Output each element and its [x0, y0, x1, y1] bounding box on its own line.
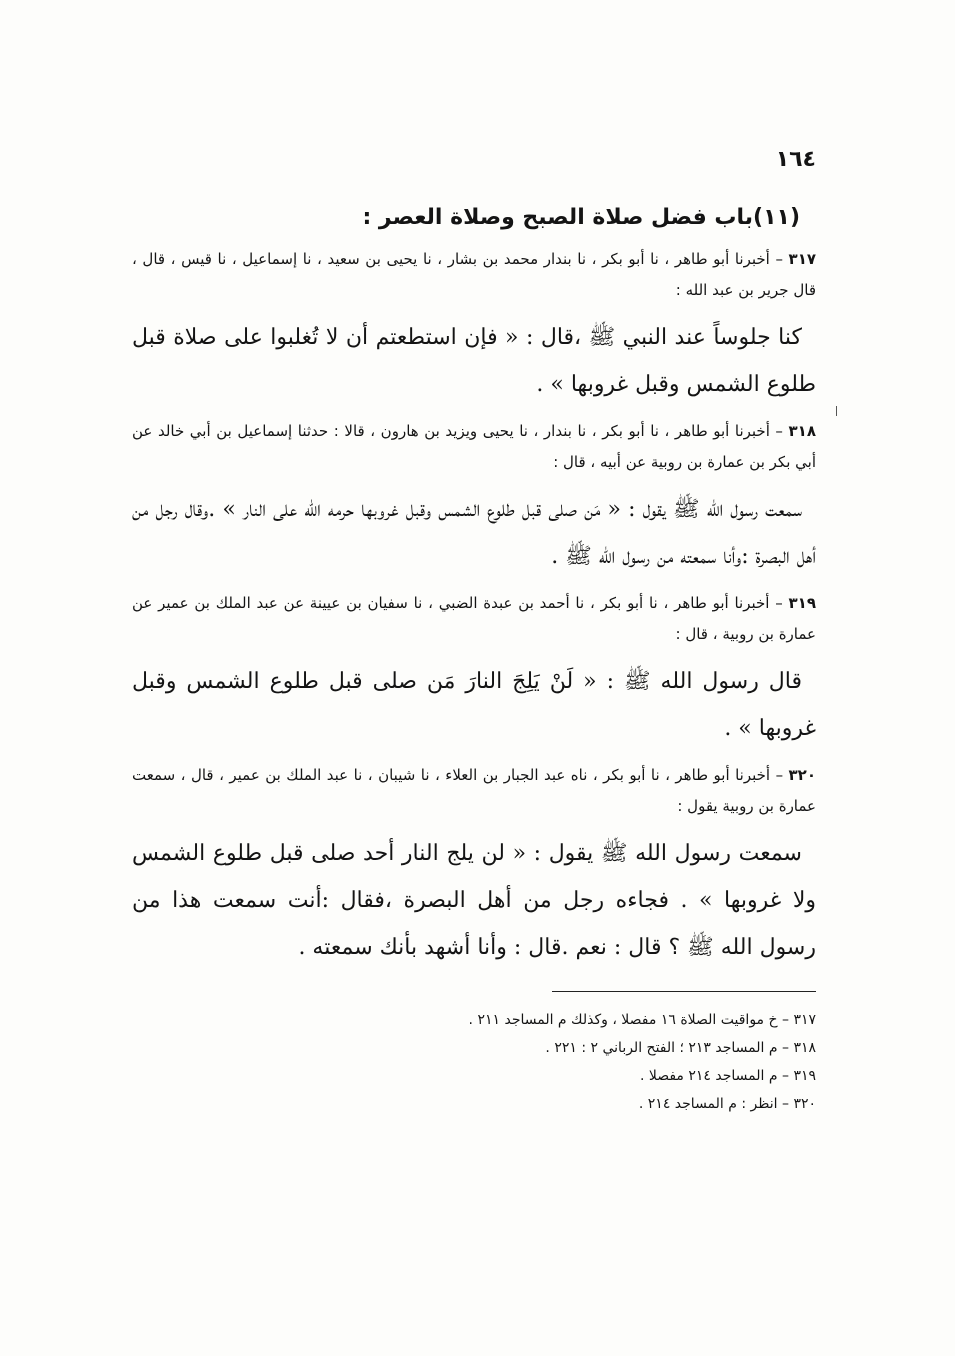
hadith-318 [132, 416, 816, 580]
footnote-317: ٣١٧ – خ مواقيت الصلاة ١٦ مفصلا ، وكذلك م المساجد ٢١١ . [468, 1012, 816, 1028]
footnote-318: ٣١٨ – م المساجد ٢١٣ ؛ الفتح الرباني ٢ : ٢٢١ . [545, 1040, 816, 1056]
isnad-text: ٣١٨ – أخبرنا أبو طاهر ، نا أبو بكر ، نا بندار ، نا يحيى ويزيد بن هارون ، قالا : حدثنا إسماعيل بن أبي خالد عن أبي بكر بن عمارة بن روبية عن أبيه ، قال : [132, 422, 816, 471]
isnad-text: ٣١٧ – أخبرنا أبو طاهر ، نا أبو بكر ، نا بندار محمد بن بشار ، نا يحيى بن سعيد ، نا إسماعيل ، نا قيس ، قال ، قال جرير بن عبد الله : [132, 250, 817, 299]
book-page [132, 140, 816, 1118]
isnad-chain: أخبرنا أبو طاهر ، نا أبو بكر ، نا بندار محمد بن بشار ، نا يحيى بن سعيد ، نا إسماعيل ، نا قيس ، قال ، قال جرير بن عبد الله : [132, 250, 816, 299]
isnad-chain: أخبرنا أبو طاهر ، نا أبو بكر ، نا بندار ، نا يحيى ويزيد بن هارون ، قالا : حدثنا إسماعيل بن أبي خالد عن أبي بكر بن عمارة بن روبية عن أبيه ، قال : [132, 422, 816, 471]
matn-text: قال رسول الله ﷺ : « لَنْ يَلِجَ النارَ مَن صلى قبل طلوع الشمس وقبل غروبها » . [132, 669, 816, 741]
isnad-text: ٣٢٠ – أخبرنا أبو طاهر ، نا أبو بكر ، ناه عبد الجبار بن العلاء ، نا شيبان ، نا عبد الملك بن عمير ، قال ، سمعت عمارة بن روبية يقول : [132, 766, 816, 815]
footnotes [132, 1006, 816, 1118]
page-number: ١٦٤ [775, 147, 816, 172]
hadith-number: ٣١٧ [788, 250, 817, 268]
hadith-317 [132, 244, 816, 408]
footnote-320: ٣٢٠ – انظر : م المساجد ٢١٤ . [638, 1096, 816, 1112]
isnad-chain: أخبرنا أبو طاهر ، نا أبو بكر ، نا أحمد بن عبدة الضبي ، نا سفيان بن عيينة عن عبد الملك بن عمير عن عمارة بن روبية ، قال : [132, 594, 816, 643]
isnad-chain: أخبرنا أبو طاهر ، نا أبو بكر ، ناه عبد الجبار بن العلاء ، نا شيبان ، نا عبد الملك بن عمير ، قال ، سمعت عمارة بن روبية يقول : [132, 766, 816, 815]
scan-speck [836, 406, 837, 416]
hadith-number: ٣١٩ [788, 594, 816, 612]
hadith-number: ٣٢٠ [788, 766, 816, 784]
hadith-number: ٣١٨ [788, 422, 816, 440]
matn-text: سمعت رسول الله ﷺ يقول : « مَن صلى قبل طلوع الشمس وقبل غروبها حرمه الله على النار » .وقال رجل من أهل البصرة :وأنا سمعته من رسول الله ﷺ . [132, 497, 816, 569]
hadith-320 [132, 760, 816, 971]
matn-text: سمعت رسول الله ﷺ يقول : « لن يلج النار أحد صلى قبل طلوع الشمس ولا غروبها » . فجاءه رجل من أهل البصرة ،فقال :أنت سمعت هذا من رسول الله ﷺ ؟ قال : نعم .قال : وأنا أشهد بأنك سمعته . [132, 841, 816, 960]
isnad-text: ٣١٩ – أخبرنا أبو طاهر ، نا أبو بكر ، نا أحمد بن عبدة الضبي ، نا سفيان بن عيينة عن عبد الملك بن عمير عن عمارة بن روبية ، قال : [132, 594, 816, 643]
matn-text: كنا جلوساً عند النبي ﷺ ،قال : « فإن استطعتم أن لا تُغلبوا على صلاة قبل طلوع الشمس وقبل غروبها » . [132, 325, 816, 397]
footnote-319: ٣١٩ – م المساجد ٢١٤ مفصلا . [639, 1068, 816, 1084]
hadith-319 [132, 588, 816, 752]
footnote-separator [552, 991, 816, 992]
chapter-title: (١١)باب فضل صلاة الصبح وصلاة العصر : [362, 205, 800, 230]
